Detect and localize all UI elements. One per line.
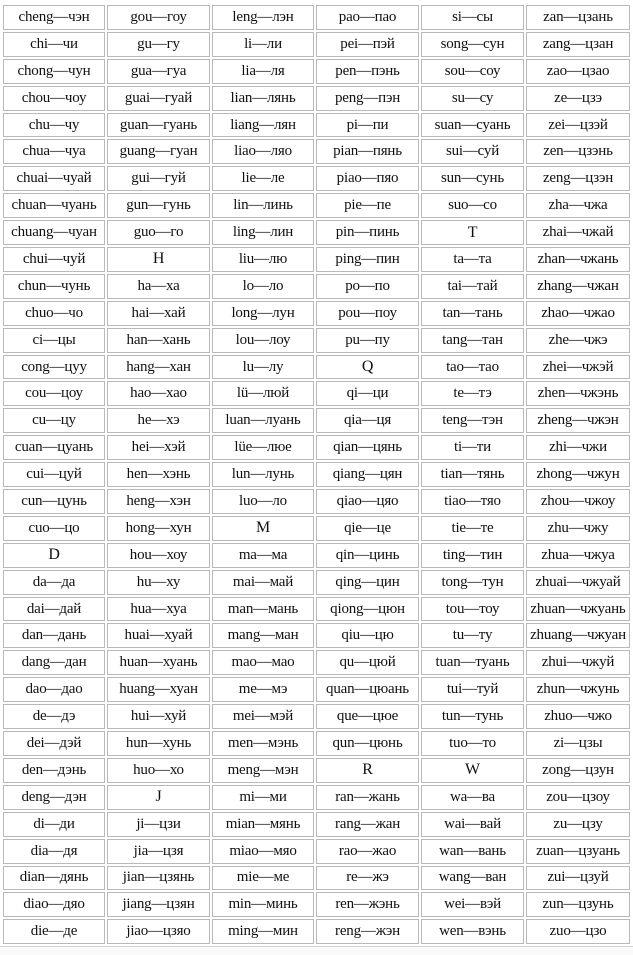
syllable-cell: zhan—чжань xyxy=(526,247,630,272)
table-row xyxy=(3,355,630,380)
syllable-cell: mei—мэй xyxy=(212,704,314,729)
syllable-cell: me—мэ xyxy=(212,677,314,702)
syllable-cell: guan—гуань xyxy=(107,113,210,138)
syllable-cell: zui—цзуй xyxy=(526,866,630,891)
syllable-cell: ha—ха xyxy=(107,274,210,299)
syllable-cell: lia—ля xyxy=(212,59,314,84)
table-row xyxy=(3,650,630,675)
syllable-cell: rao—жао xyxy=(316,839,419,864)
table-body xyxy=(3,5,630,944)
table-row xyxy=(3,785,630,810)
syllable-cell: meng—мэн xyxy=(212,758,314,783)
syllable-cell: zhuo—чжо xyxy=(526,704,630,729)
syllable-cell: de—дэ xyxy=(3,704,105,729)
table-row xyxy=(3,677,630,702)
syllable-cell: long—лун xyxy=(212,301,314,326)
syllable-cell: dan—дань xyxy=(3,623,105,648)
table-row xyxy=(3,892,630,917)
syllable-cell: lü—люй xyxy=(212,381,314,406)
syllable-cell: wen—вэнь xyxy=(421,919,524,944)
syllable-cell: dai—дай xyxy=(3,597,105,622)
syllable-cell: chu—чу xyxy=(3,113,105,138)
syllable-cell: luo—ло xyxy=(212,489,314,514)
syllable-cell: si—сы xyxy=(421,5,524,30)
syllable-cell: mang—ман xyxy=(212,623,314,648)
syllable-cell: huan—хуань xyxy=(107,650,210,675)
syllable-cell: pian—пянь xyxy=(316,139,419,164)
table-row xyxy=(3,59,630,84)
syllable-cell: chuang—чуан xyxy=(3,220,105,245)
page-bottom-edge xyxy=(0,946,633,955)
syllable-cell: zuan—цзуань xyxy=(526,839,630,864)
syllable-cell: li—ли xyxy=(212,32,314,57)
syllable-cell: hu—ху xyxy=(107,570,210,595)
syllable-cell: suo—со xyxy=(421,193,524,218)
syllable-cell: han—хань xyxy=(107,328,210,353)
syllable-cell: wai—вай xyxy=(421,812,524,837)
syllable-cell: chua—чуа xyxy=(3,139,105,164)
table-row xyxy=(3,919,630,944)
table-row xyxy=(3,758,630,783)
syllable-cell: guo—го xyxy=(107,220,210,245)
syllable-cell: suan—суань xyxy=(421,113,524,138)
syllable-cell: gun—гунь xyxy=(107,193,210,218)
syllable-cell: min—минь xyxy=(212,892,314,917)
syllable-cell: lou—лоу xyxy=(212,328,314,353)
syllable-cell: teng—тэн xyxy=(421,408,524,433)
table-row xyxy=(3,5,630,30)
table-row xyxy=(3,597,630,622)
syllable-cell: dian—дянь xyxy=(3,866,105,891)
syllable-cell: liang—лян xyxy=(212,113,314,138)
syllable-cell: jia—цзя xyxy=(107,839,210,864)
syllable-cell: tuo—то xyxy=(421,731,524,756)
syllable-cell: chui—чуй xyxy=(3,247,105,272)
syllable-cell: tou—тоу xyxy=(421,597,524,622)
syllable-cell: dia—дя xyxy=(3,839,105,864)
table-row xyxy=(3,166,630,191)
syllable-cell: zuo—цзо xyxy=(526,919,630,944)
syllable-cell: diao—дяо xyxy=(3,892,105,917)
syllable-cell: wan—вань xyxy=(421,839,524,864)
syllable-cell: mai—май xyxy=(212,570,314,595)
syllable-cell: gua—гуа xyxy=(107,59,210,84)
syllable-cell: reng—жэн xyxy=(316,919,419,944)
syllable-cell: pi—пи xyxy=(316,113,419,138)
syllable-cell: sui—суй xyxy=(421,139,524,164)
syllable-cell: zu—цзу xyxy=(526,812,630,837)
syllable-cell: zan—цзань xyxy=(526,5,630,30)
syllable-cell: hong—хун xyxy=(107,516,210,541)
syllable-cell: huai—хуай xyxy=(107,623,210,648)
syllable-cell: zhu—чжу xyxy=(526,516,630,541)
syllable-cell: tian—тянь xyxy=(421,462,524,487)
syllable-cell: zhi—чжи xyxy=(526,435,630,460)
syllable-cell: tie—те xyxy=(421,516,524,541)
syllable-cell: pu—пу xyxy=(316,328,419,353)
syllable-cell: jiao—цзяо xyxy=(107,919,210,944)
syllable-cell: tai—тай xyxy=(421,274,524,299)
syllable-cell: lu—лу xyxy=(212,355,314,380)
syllable-cell: hai—хай xyxy=(107,301,210,326)
syllable-cell: chi—чи xyxy=(3,32,105,57)
syllable-cell: guai—гуай xyxy=(107,86,210,111)
syllable-cell: chong—чун xyxy=(3,59,105,84)
syllable-cell: die—де xyxy=(3,919,105,944)
table-row xyxy=(3,139,630,164)
syllable-cell: ze—цзэ xyxy=(526,86,630,111)
table-row xyxy=(3,381,630,406)
syllable-cell: po—по xyxy=(316,274,419,299)
syllable-cell: dei—дэй xyxy=(3,731,105,756)
syllable-cell: qian—цянь xyxy=(316,435,419,460)
syllable-cell: qu—цюй xyxy=(316,650,419,675)
syllable-cell: mie—ме xyxy=(212,866,314,891)
syllable-cell: pen—пэнь xyxy=(316,59,419,84)
syllable-cell: tiao—тяо xyxy=(421,489,524,514)
syllable-cell: zhe—чжэ xyxy=(526,328,630,353)
syllable-cell: lüe—люе xyxy=(212,435,314,460)
syllable-cell: ma—ма xyxy=(212,543,314,568)
section-letter-cell: M xyxy=(212,516,314,541)
syllable-cell: cuo—цо xyxy=(3,516,105,541)
syllable-cell: zhong—чжун xyxy=(526,462,630,487)
syllable-cell: zhao—чжао xyxy=(526,301,630,326)
syllable-cell: zheng—чжэн xyxy=(526,408,630,433)
syllable-cell: zeng—цзэн xyxy=(526,166,630,191)
syllable-cell: tang—тан xyxy=(421,328,524,353)
syllable-cell: zhen—чжэнь xyxy=(526,381,630,406)
syllable-cell: zun—цзунь xyxy=(526,892,630,917)
syllable-cell: ji—цзи xyxy=(107,812,210,837)
syllable-cell: gui—гуй xyxy=(107,166,210,191)
syllable-cell: ta—та xyxy=(421,247,524,272)
table-row xyxy=(3,408,630,433)
table-row xyxy=(3,274,630,299)
syllable-cell: wa—ва xyxy=(421,785,524,810)
syllable-cell: qiang—цян xyxy=(316,462,419,487)
syllable-cell: leng—лэн xyxy=(212,5,314,30)
syllable-cell: tan—тань xyxy=(421,301,524,326)
syllable-cell: lin—линь xyxy=(212,193,314,218)
syllable-cell: jian—цзянь xyxy=(107,866,210,891)
table-row xyxy=(3,113,630,138)
syllable-cell: wang—ван xyxy=(421,866,524,891)
syllable-cell: dao—дао xyxy=(3,677,105,702)
syllable-cell: zao—цзао xyxy=(526,59,630,84)
syllable-cell: peng—пэн xyxy=(316,86,419,111)
section-letter-cell: H xyxy=(107,247,210,272)
table-row xyxy=(3,570,630,595)
syllable-cell: liu—лю xyxy=(212,247,314,272)
syllable-cell: gu—гу xyxy=(107,32,210,57)
syllable-cell: tun—тунь xyxy=(421,704,524,729)
syllable-cell: te—тэ xyxy=(421,381,524,406)
syllable-cell: ming—мин xyxy=(212,919,314,944)
syllable-cell: cun—цунь xyxy=(3,489,105,514)
syllable-cell: chou—чоу xyxy=(3,86,105,111)
syllable-cell: zong—цзун xyxy=(526,758,630,783)
section-letter-cell: W xyxy=(421,758,524,783)
syllable-cell: zhua—чжуа xyxy=(526,543,630,568)
table-row xyxy=(3,193,630,218)
syllable-cell: pao—пао xyxy=(316,5,419,30)
section-letter-cell: T xyxy=(421,220,524,245)
syllable-cell: zhuang—чжуан xyxy=(526,623,630,648)
syllable-cell: he—хэ xyxy=(107,408,210,433)
table-row xyxy=(3,704,630,729)
syllable-cell: re—жэ xyxy=(316,866,419,891)
syllable-cell: ti—ти xyxy=(421,435,524,460)
section-letter-cell: R xyxy=(316,758,419,783)
syllable-cell: den—дэнь xyxy=(3,758,105,783)
syllable-cell: zhun—чжунь xyxy=(526,677,630,702)
section-letter-cell: J xyxy=(107,785,210,810)
syllable-cell: zhou—чжоу xyxy=(526,489,630,514)
syllable-cell: cu—цу xyxy=(3,408,105,433)
syllable-cell: qun—цюнь xyxy=(316,731,419,756)
syllable-cell: chuan—чуань xyxy=(3,193,105,218)
syllable-cell: gou—гоу xyxy=(107,5,210,30)
syllable-cell: que—цюе xyxy=(316,704,419,729)
syllable-cell: hou—хоу xyxy=(107,543,210,568)
section-letter-cell: D xyxy=(3,543,105,568)
syllable-cell: lo—ло xyxy=(212,274,314,299)
syllable-cell: ren—жэнь xyxy=(316,892,419,917)
syllable-cell: men—мэнь xyxy=(212,731,314,756)
syllable-cell: pei—пэй xyxy=(316,32,419,57)
syllable-cell: zou—цзоу xyxy=(526,785,630,810)
syllable-cell: guang—гуан xyxy=(107,139,210,164)
syllable-cell: deng—дэн xyxy=(3,785,105,810)
syllable-cell: hang—хан xyxy=(107,355,210,380)
syllable-cell: qiong—цюн xyxy=(316,597,419,622)
syllable-cell: cheng—чэн xyxy=(3,5,105,30)
table-row xyxy=(3,301,630,326)
syllable-cell: su—су xyxy=(421,86,524,111)
syllable-cell: da—да xyxy=(3,570,105,595)
table-row xyxy=(3,516,630,541)
table-row xyxy=(3,86,630,111)
syllable-cell: zhai—чжай xyxy=(526,220,630,245)
syllable-cell: zhei—чжэй xyxy=(526,355,630,380)
table-row xyxy=(3,731,630,756)
syllable-cell: miao—мяо xyxy=(212,839,314,864)
table-row xyxy=(3,543,630,568)
syllable-cell: tao—тао xyxy=(421,355,524,380)
table-row xyxy=(3,435,630,460)
table-row xyxy=(3,623,630,648)
syllable-cell: qing—цин xyxy=(316,570,419,595)
syllable-cell: qiu—цю xyxy=(316,623,419,648)
syllable-cell: cou—цоу xyxy=(3,381,105,406)
syllable-cell: luan—луань xyxy=(212,408,314,433)
syllable-cell: di—ди xyxy=(3,812,105,837)
syllable-cell: zen—цзэнь xyxy=(526,139,630,164)
syllable-cell: liao—ляо xyxy=(212,139,314,164)
syllable-cell: zha—чжа xyxy=(526,193,630,218)
syllable-cell: song—сун xyxy=(421,32,524,57)
syllable-cell: mian—мянь xyxy=(212,812,314,837)
section-letter-cell: Q xyxy=(316,355,419,380)
syllable-cell: hen—хэнь xyxy=(107,462,210,487)
syllable-cell: quan—цюань xyxy=(316,677,419,702)
table-row xyxy=(3,489,630,514)
syllable-cell: ci—цы xyxy=(3,328,105,353)
syllable-cell: zi—цзы xyxy=(526,731,630,756)
syllable-cell: piao—пяо xyxy=(316,166,419,191)
syllable-cell: hei—хэй xyxy=(107,435,210,460)
syllable-cell: hun—хунь xyxy=(107,731,210,756)
syllable-cell: zhuai—чжуай xyxy=(526,570,630,595)
syllable-cell: pou—поу xyxy=(316,301,419,326)
syllable-cell: zhang—чжан xyxy=(526,274,630,299)
syllable-cell: sun—сунь xyxy=(421,166,524,191)
syllable-cell: ting—тин xyxy=(421,543,524,568)
syllable-cell: hui—хуй xyxy=(107,704,210,729)
syllable-cell: qin—цинь xyxy=(316,543,419,568)
syllable-cell: ling—лин xyxy=(212,220,314,245)
table-row xyxy=(3,812,630,837)
syllable-cell: qie—це xyxy=(316,516,419,541)
syllable-cell: qiao—цяо xyxy=(316,489,419,514)
syllable-cell: chuai—чуай xyxy=(3,166,105,191)
syllable-cell: heng—хэн xyxy=(107,489,210,514)
table-row xyxy=(3,328,630,353)
syllable-cell: man—мань xyxy=(212,597,314,622)
table-row xyxy=(3,247,630,272)
syllable-cell: zhui—чжуй xyxy=(526,650,630,675)
table-row xyxy=(3,220,630,245)
syllable-cell: ran—жань xyxy=(316,785,419,810)
syllable-cell: dang—дан xyxy=(3,650,105,675)
syllable-cell: ping—пин xyxy=(316,247,419,272)
syllable-cell: zhuan—чжуань xyxy=(526,597,630,622)
syllable-cell: cui—цуй xyxy=(3,462,105,487)
syllable-cell: tu—ту xyxy=(421,623,524,648)
syllable-cell: mao—мао xyxy=(212,650,314,675)
syllable-cell: chun—чунь xyxy=(3,274,105,299)
syllable-cell: lian—лянь xyxy=(212,86,314,111)
table-row xyxy=(3,32,630,57)
syllable-cell: wei—вэй xyxy=(421,892,524,917)
syllable-cell: sou—соу xyxy=(421,59,524,84)
syllable-cell: pie—пе xyxy=(316,193,419,218)
syllable-cell: hua—хуа xyxy=(107,597,210,622)
syllable-cell: lie—ле xyxy=(212,166,314,191)
syllable-cell: pin—пинь xyxy=(316,220,419,245)
syllable-cell: zei—цзэй xyxy=(526,113,630,138)
syllable-cell: qia—ця xyxy=(316,408,419,433)
syllable-cell: qi—ци xyxy=(316,381,419,406)
syllable-cell: chuo—чо xyxy=(3,301,105,326)
table-row xyxy=(3,839,630,864)
syllable-cell: tui—туй xyxy=(421,677,524,702)
table-row xyxy=(3,866,630,891)
syllable-cell: hao—хао xyxy=(107,381,210,406)
syllable-cell: huang—хуан xyxy=(107,677,210,702)
syllable-cell: cuan—цуань xyxy=(3,435,105,460)
pinyin-cyrillic-table xyxy=(1,3,632,946)
syllable-cell: jiang—цзян xyxy=(107,892,210,917)
syllable-cell: rang—жан xyxy=(316,812,419,837)
syllable-cell: tong—тун xyxy=(421,570,524,595)
syllable-cell: zang—цзан xyxy=(526,32,630,57)
syllable-cell: tuan—туань xyxy=(421,650,524,675)
syllable-cell: huo—хо xyxy=(107,758,210,783)
syllable-cell: mi—ми xyxy=(212,785,314,810)
syllable-cell: lun—лунь xyxy=(212,462,314,487)
syllable-cell: cong—цуу xyxy=(3,355,105,380)
table-row xyxy=(3,462,630,487)
